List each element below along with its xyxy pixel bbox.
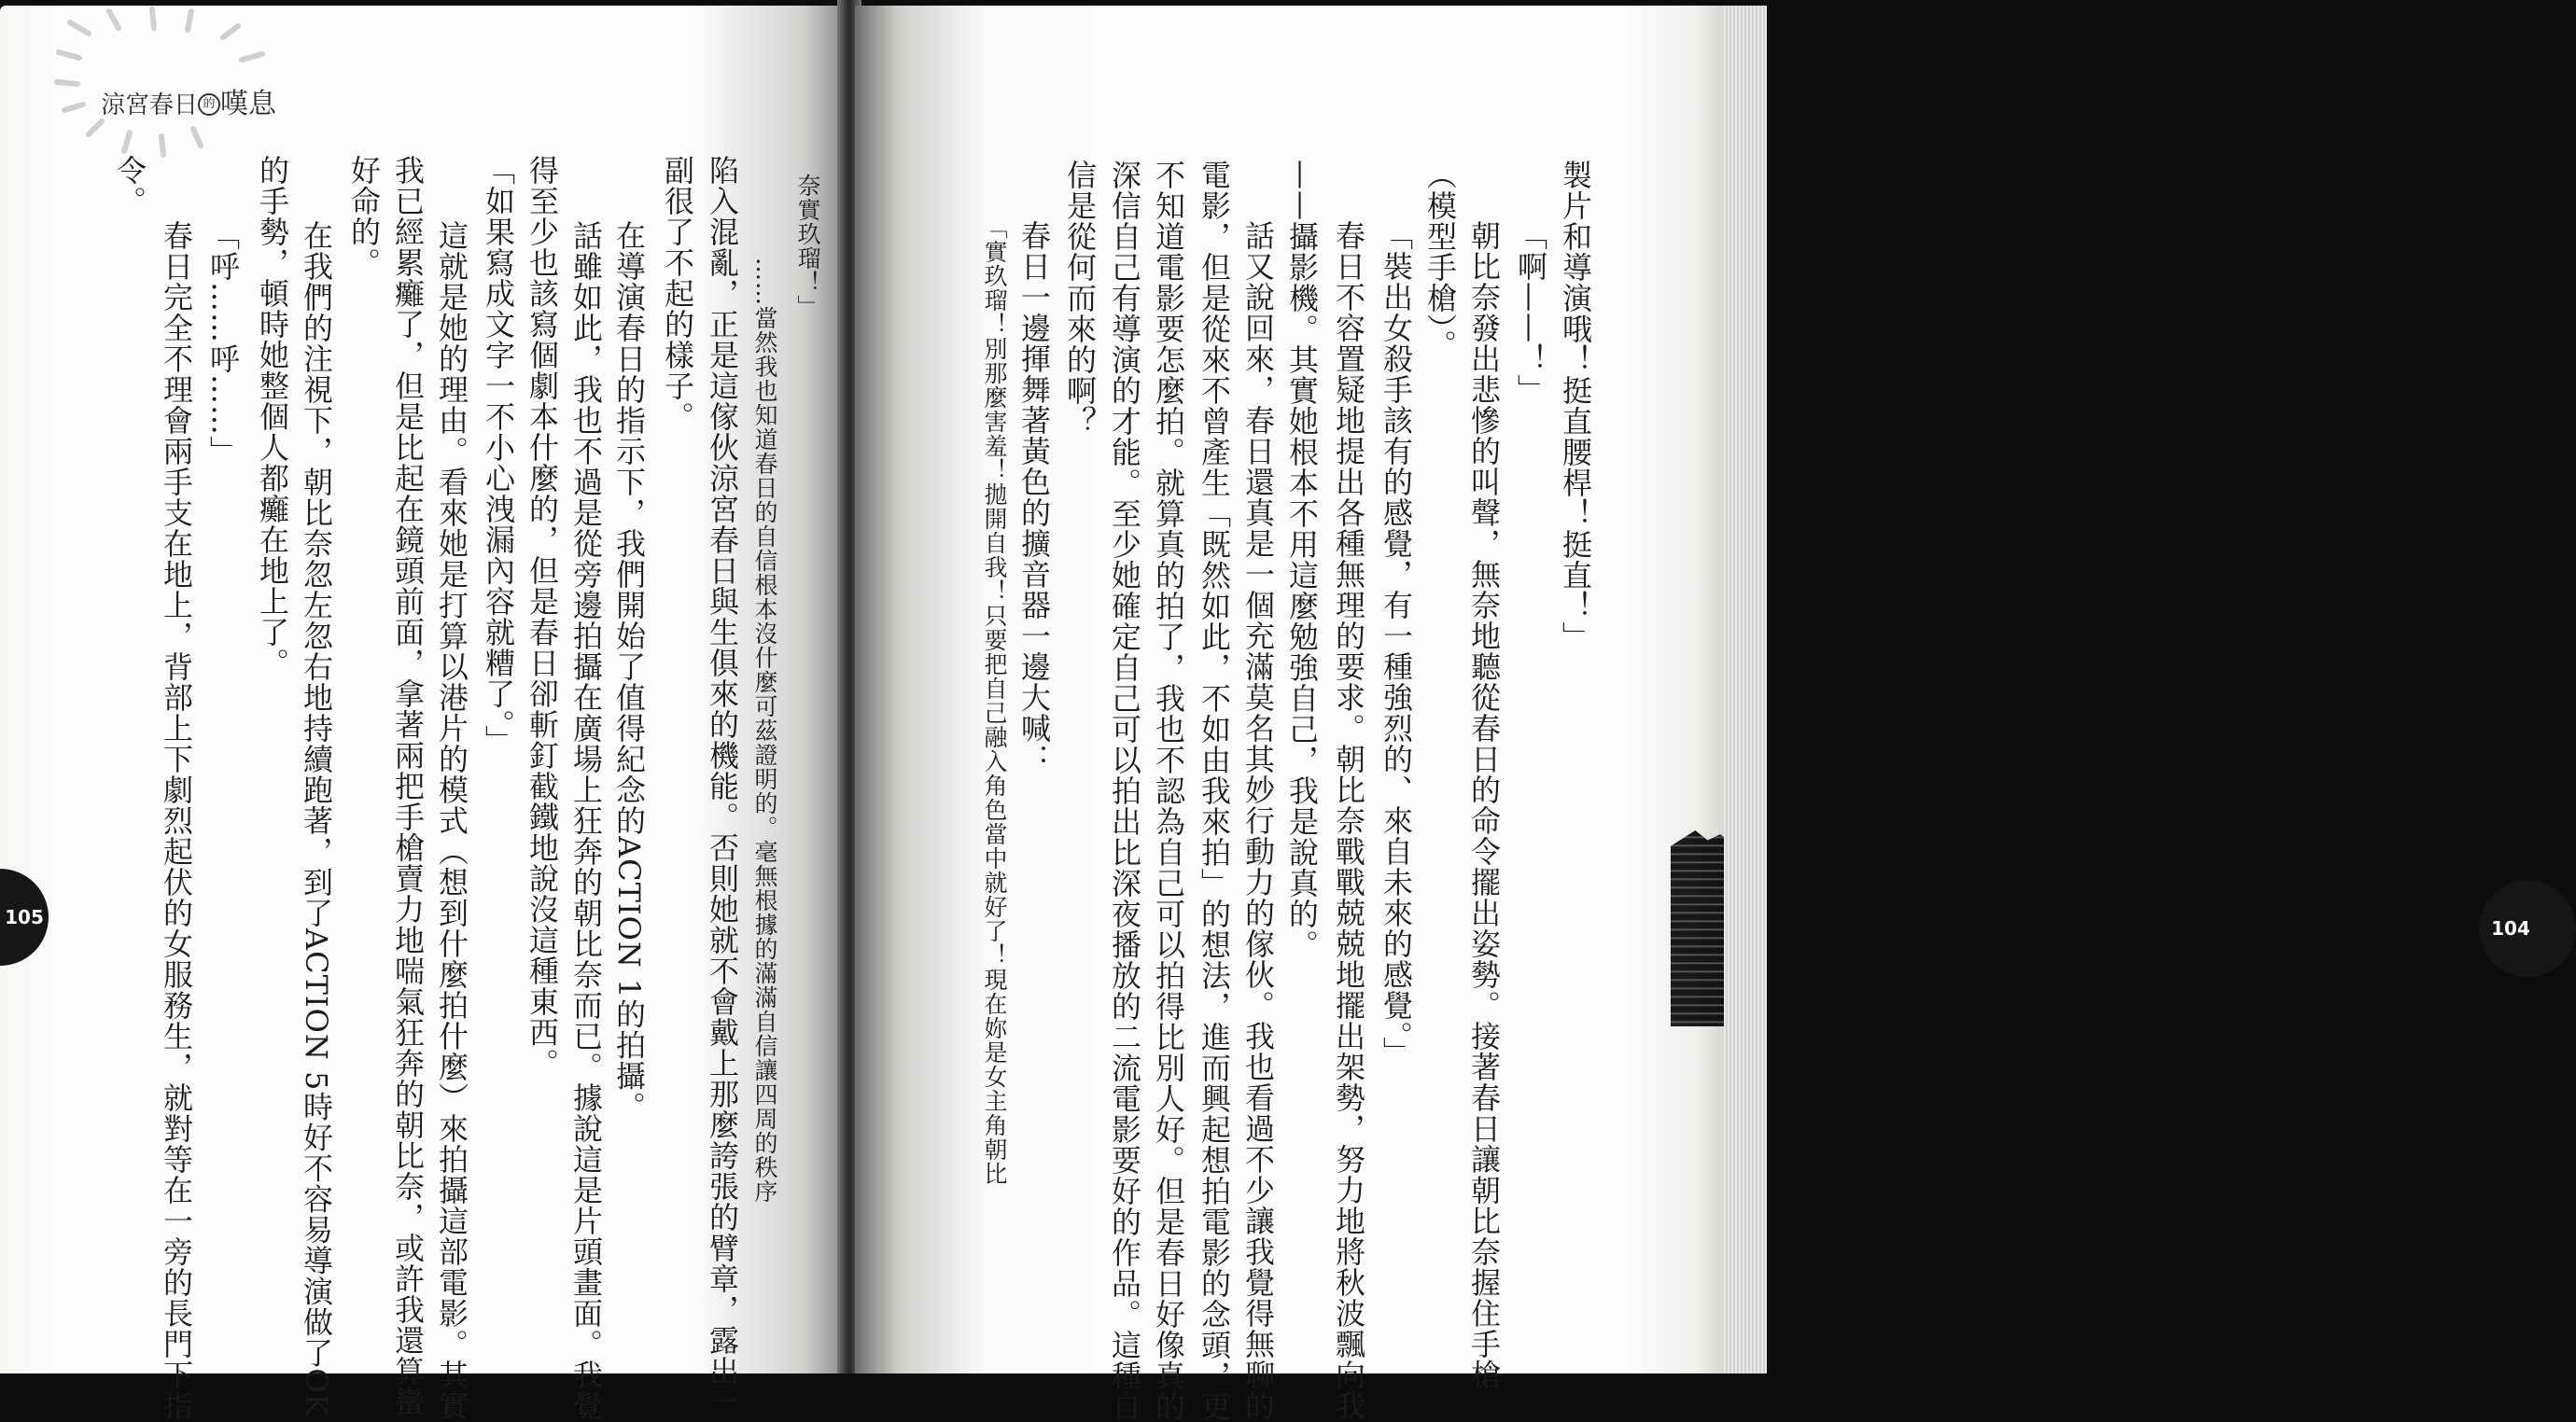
text-column: 信是從何而來的啊？ [1062,160,1098,437]
text-column: 「裝出女殺手該有的感覺，有一種強烈的、來自未來的感覺。」 [1379,220,1414,1067]
text-column: 得至少也該寫個劇本什麼的，但是春日卻斬釘截鐵地說沒這種東西。 [525,155,560,1079]
text-column: 「如果寫成文字一不小心洩漏內容就糟了。」 [481,155,516,756]
page-number-tab-right [2479,880,2576,977]
left-page [0,6,845,1421]
text-column: 「啊——！」 [1513,220,1548,405]
page-edge-stack [1724,6,1767,1373]
text-column: 令。 [112,155,147,216]
text-column: 朝比奈發出悲慘的叫聲，無奈地聽從春日的命令擺出姿勢。接著春日讓朝比奈握住手槍 [1466,220,1502,1390]
text-column: ……當然我也知道春日的自信根本沒什麼可茲證明的。毫無根據的滿滿自信讓四周的秩序 [751,258,778,1204]
text-column: 副很了不起的樣子。 [660,155,695,432]
text-column: 春日完全不理會兩手支在地上，背部上下劇烈起伏的女服務生，就對等在一旁的長門下指 [159,220,194,1421]
text-column: 陷入混亂，正是這傢伙涼宮春日與生俱來的機能。否則她就不會戴上那麼誇張的臂章，露出一 [705,155,740,1417]
text-column: 話又說回來，春日還真是一個充滿莫名其妙行動力的傢伙。我也看過不少讓我覺得無聊的 [1240,220,1276,1421]
text-column: 在導演春日的指示下，我們開始了值得紀念的ACTION 1的拍攝。 [611,220,647,1122]
text-column: 我已經累癱了，但是比起在鏡頭前面，拿著兩把手槍賣力地喘氣狂奔的朝比奈，或許我還算蠻 [390,155,426,1417]
page-number-right: 104 [2491,917,2530,940]
page-number-tab-left [0,869,49,966]
header-title-de: 的 [198,93,220,116]
text-column: ——攝影機。其實她根本不用這麼勉強自己，我是說真的。 [1284,160,1320,960]
header-title-part2: 嘆息 [220,88,277,120]
text-column: 製片和導演哦！挺直腰桿！挺直！」 [1558,160,1593,652]
text-column: 好命的。 [346,155,382,278]
text-column: （模型手槍）。 [1422,160,1458,360]
page-number-left: 105 [5,906,44,928]
text-column: 「實玖瑠！別那麼害羞！拋開自我！只要把自己融入角色當中就好了！現在妳是女主角朝比 [981,216,1008,1186]
right-page [855,6,2530,1422]
text-column: 不知道電影要怎麼拍。就算真的拍了，我也不認為自己可以拍得比別人好。但是春日好像真的 [1151,160,1186,1422]
text-column: 深信自己有導演的才能。至少她確定自己可以拍出比深夜播放的二流電影要好的作品。這種自 [1107,160,1142,1422]
text-column: 「呼……呼……」 [205,220,241,467]
text-column: 奈實玖瑠！」 [794,174,821,319]
text-column: 春日不容置疑地提出各種無理的要求。朝比奈戰戰兢兢地擺出架勢，努力地將秋波飄向我 [1331,220,1366,1421]
text-column: 在我們的注視下，朝比奈忽左忽右地持續跑著，到了ACTION 5時好不容易導演做了OK [299,220,334,1417]
running-header [101,80,276,121]
text-column: 話雖如此，我也不過是從旁邊拍攝在廣場上狂奔的朝比奈而已。據說這是片頭畫面。我覺 [568,220,604,1421]
text-column: 這就是她的理由。看來她是打算以港片的模式（想到什麼拍什麼）來拍攝這部電影。其實 [434,220,469,1421]
text-column: 電影，但是從來不曾產生「既然如此，不如由我來拍」的想法，進而興起想拍電影的念頭，更 [1197,160,1232,1422]
header-title-part1: 涼宮春日 [101,91,199,119]
text-column: 春日一邊揮舞著黃色的擴音器一邊大喊： [1016,220,1052,774]
text-column: 的手勢，頓時她整個人都癱在地上了。 [255,155,290,678]
